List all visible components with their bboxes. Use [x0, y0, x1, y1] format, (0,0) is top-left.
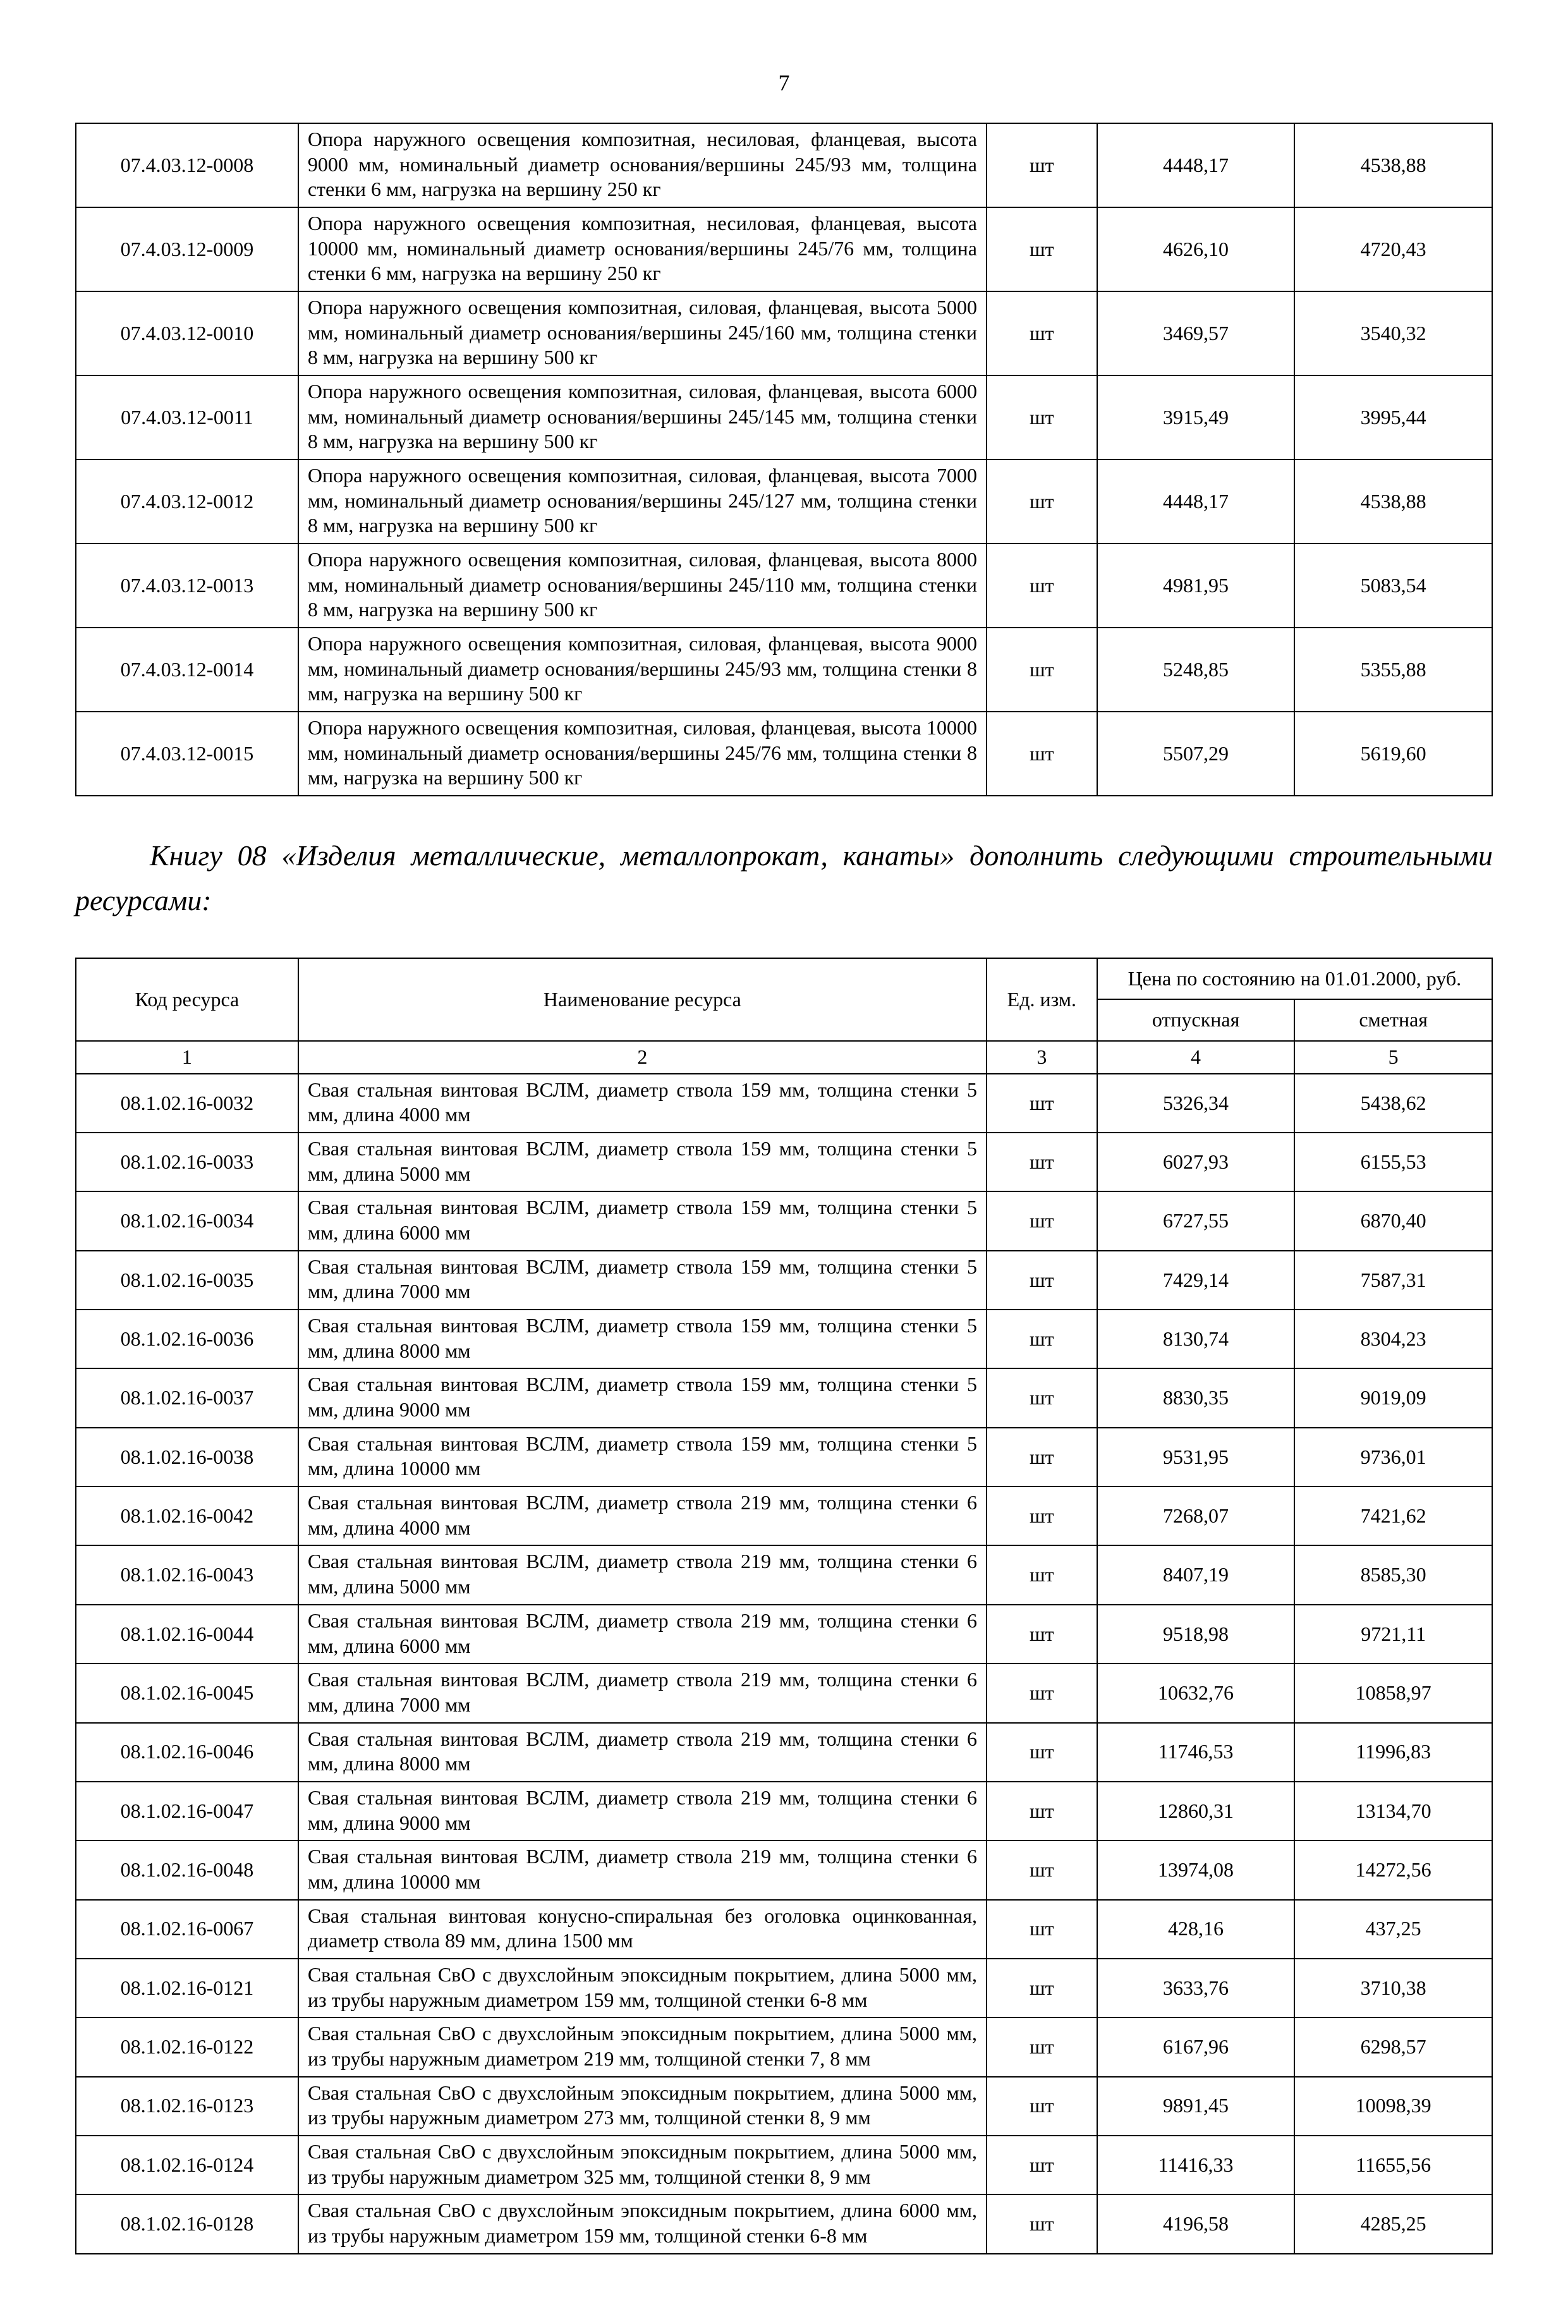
price-estimate-cell: 5083,54: [1294, 544, 1492, 628]
table-lighting-poles: [75, 123, 1493, 796]
unit-cell: шт: [987, 1664, 1097, 1722]
price-estimate-cell: 5355,88: [1294, 628, 1492, 712]
resource-name-cell: Свая стальная винтовая ВСЛМ, диаметр ствола 219 мм, толщина стенки 6 мм, длина 5000 мм: [298, 1545, 987, 1604]
unit-cell: шт: [987, 1959, 1097, 2017]
resource-code-cell: 07.4.03.12-0013: [76, 544, 298, 628]
header-price-release: отпускная: [1097, 999, 1295, 1041]
header-unit: Ед. изм.: [987, 958, 1097, 1041]
column-number-row: [76, 1041, 1492, 1074]
unit-cell: шт: [987, 1782, 1097, 1840]
resource-code-cell: 08.1.02.16-0124: [76, 2136, 298, 2194]
price-estimate-cell: 4720,43: [1294, 207, 1492, 291]
resource-name-cell: Свая стальная винтовая ВСЛМ, диаметр ствола 219 мм, толщина стенки 6 мм, длина 10000 мм: [298, 1840, 987, 1899]
resource-code-cell: 08.1.02.16-0046: [76, 1723, 298, 1782]
unit-cell: шт: [987, 2017, 1097, 2076]
unit-cell: шт: [987, 2136, 1097, 2194]
table-row: [76, 1191, 1492, 1250]
price-release-cell: 3469,57: [1097, 291, 1295, 375]
resource-name-cell: Опора наружного освещения композитная, силовая, фланцевая, высота 10000 мм, номинальный диаметр основания/вершины 245/76 мм, толщина стенки 8 мм, нагрузка на вершину 500 кг: [298, 712, 987, 796]
resource-code-cell: 08.1.02.16-0033: [76, 1133, 298, 1191]
table-row: [76, 291, 1492, 375]
table-row: [76, 1368, 1492, 1427]
column-number: 1: [76, 1041, 298, 1074]
resource-name-cell: Свая стальная винтовая ВСЛМ, диаметр ствола 159 мм, толщина стенки 5 мм, длина 10000 мм: [298, 1428, 987, 1487]
resource-code-cell: 08.1.02.16-0037: [76, 1368, 298, 1427]
resource-name-cell: Свая стальная винтовая ВСЛМ, диаметр ствола 219 мм, толщина стенки 6 мм, длина 7000 мм: [298, 1664, 987, 1722]
resource-name-cell: Свая стальная СвО с двухслойным эпоксидным покрытием, длина 5000 мм, из трубы наружным диаметром 273 мм, толщиной стенки 8, 9 мм: [298, 2077, 987, 2136]
resource-code-cell: 08.1.02.16-0123: [76, 2077, 298, 2136]
resource-code-cell: 08.1.02.16-0032: [76, 1074, 298, 1133]
table-row: [76, 544, 1492, 628]
price-release-cell: 7268,07: [1097, 1487, 1295, 1545]
price-estimate-cell: 11996,83: [1294, 1723, 1492, 1782]
table-row: [76, 1959, 1492, 2017]
resource-name-cell: Свая стальная СвО с двухслойным эпоксидным покрытием, длина 6000 мм, из трубы наружным диаметром 159 мм, толщиной стенки 6-8 мм: [298, 2194, 987, 2253]
unit-cell: шт: [987, 1545, 1097, 1604]
unit-cell: шт: [987, 1310, 1097, 1368]
price-estimate-cell: 10098,39: [1294, 2077, 1492, 2136]
price-release-cell: 6727,55: [1097, 1191, 1295, 1250]
unit-cell: шт: [987, 2077, 1097, 2136]
unit-cell: шт: [987, 544, 1097, 628]
resource-code-cell: 07.4.03.12-0010: [76, 291, 298, 375]
price-release-cell: 8407,19: [1097, 1545, 1295, 1604]
price-estimate-cell: 7587,31: [1294, 1251, 1492, 1310]
resource-code-cell: 08.1.02.16-0122: [76, 2017, 298, 2076]
unit-cell: шт: [987, 1133, 1097, 1191]
table-row: [76, 2017, 1492, 2076]
resource-name-cell: Свая стальная винтовая ВСЛМ, диаметр ствола 159 мм, толщина стенки 5 мм, длина 7000 мм: [298, 1251, 987, 1310]
resource-code-cell: 08.1.02.16-0036: [76, 1310, 298, 1368]
table-row: [76, 712, 1492, 796]
price-estimate-cell: 7421,62: [1294, 1487, 1492, 1545]
book08-intro-paragraph: Книгу 08 «Изделия металлические, металлопрокат, канаты» дополнить следующими строительными ресурсами:: [75, 839, 1493, 917]
price-release-cell: 10632,76: [1097, 1664, 1295, 1722]
resource-name-cell: Опора наружного освещения композитная, силовая, фланцевая, высота 8000 мм, номинальный диаметр основания/вершины 245/110 мм, толщина стенки 8 мм, нагрузка на вершину 500 кг: [298, 544, 987, 628]
resource-code-cell: 07.4.03.12-0009: [76, 207, 298, 291]
resource-name-cell: Свая стальная винтовая ВСЛМ, диаметр ствола 159 мм, толщина стенки 5 мм, длина 8000 мм: [298, 1310, 987, 1368]
table-row: [76, 1310, 1492, 1368]
resource-name-cell: Опора наружного освещения композитная, несиловая, фланцевая, высота 10000 мм, номинальный диаметр основания/вершины 245/76 мм, толщина стенки 6 мм, нагрузка на вершину 250 кг: [298, 207, 987, 291]
table-steel-piles-body: [76, 1074, 1492, 2254]
header-price-group: Цена по состоянию на 01.01.2000, руб.: [1097, 958, 1492, 1000]
price-release-cell: 4448,17: [1097, 459, 1295, 544]
resource-name-cell: Свая стальная СвО с двухслойным эпоксидным покрытием, длина 5000 мм, из трубы наружным диаметром 325 мм, толщиной стенки 8, 9 мм: [298, 2136, 987, 2194]
price-release-cell: 9518,98: [1097, 1605, 1295, 1664]
price-estimate-cell: 8304,23: [1294, 1310, 1492, 1368]
table-row: [76, 1074, 1492, 1133]
resource-code-cell: 08.1.02.16-0034: [76, 1191, 298, 1250]
table-row: [76, 1251, 1492, 1310]
resource-code-cell: 08.1.02.16-0035: [76, 1251, 298, 1310]
price-release-cell: 4196,58: [1097, 2194, 1295, 2253]
table-row: [76, 1605, 1492, 1664]
price-estimate-cell: 10858,97: [1294, 1664, 1492, 1722]
resource-code-cell: 08.1.02.16-0042: [76, 1487, 298, 1545]
price-release-cell: 428,16: [1097, 1900, 1295, 1959]
table-row: [76, 1545, 1492, 1604]
table-row: [76, 1428, 1492, 1487]
price-estimate-cell: 13134,70: [1294, 1782, 1492, 1840]
table-row: [76, 123, 1492, 207]
price-release-cell: 13974,08: [1097, 1840, 1295, 1899]
price-estimate-cell: 4538,88: [1294, 123, 1492, 207]
resource-name-cell: Свая стальная винтовая конусно-спиральная без оголовка оцинкованная, диаметр ствола 89 мм, длина 1500 мм: [298, 1900, 987, 1959]
table-row: [76, 1900, 1492, 1959]
price-estimate-cell: 9019,09: [1294, 1368, 1492, 1427]
unit-cell: шт: [987, 1428, 1097, 1487]
price-release-cell: 4981,95: [1097, 544, 1295, 628]
resource-name-cell: Свая стальная винтовая ВСЛМ, диаметр ствола 159 мм, толщина стенки 5 мм, длина 4000 мм: [298, 1074, 987, 1133]
resource-name-cell: Свая стальная СвО с двухслойным эпоксидным покрытием, длина 5000 мм, из трубы наружным диаметром 159 мм, толщиной стенки 6-8 мм: [298, 1959, 987, 2017]
unit-cell: шт: [987, 1191, 1097, 1250]
price-estimate-cell: 9721,11: [1294, 1605, 1492, 1664]
resource-code-cell: 08.1.02.16-0047: [76, 1782, 298, 1840]
unit-cell: шт: [987, 1074, 1097, 1133]
price-release-cell: 5248,85: [1097, 628, 1295, 712]
price-release-cell: 11746,53: [1097, 1723, 1295, 1782]
unit-cell: шт: [987, 291, 1097, 375]
price-release-cell: 9531,95: [1097, 1428, 1295, 1487]
price-release-cell: 5326,34: [1097, 1074, 1295, 1133]
price-release-cell: 4448,17: [1097, 123, 1295, 207]
resource-code-cell: 07.4.03.12-0012: [76, 459, 298, 544]
table-lighting-poles-body: [76, 123, 1492, 796]
price-release-cell: 3915,49: [1097, 375, 1295, 459]
price-release-cell: 5507,29: [1097, 712, 1295, 796]
header-resource-code: Код ресурса: [76, 958, 298, 1041]
table-steel-piles: [75, 958, 1493, 2254]
resource-code-cell: 08.1.02.16-0048: [76, 1840, 298, 1899]
unit-cell: шт: [987, 2194, 1097, 2253]
resource-name-cell: Свая стальная винтовая ВСЛМ, диаметр ствола 159 мм, толщина стенки 5 мм, длина 5000 мм: [298, 1133, 987, 1191]
price-estimate-cell: 6155,53: [1294, 1133, 1492, 1191]
resource-code-cell: 08.1.02.16-0043: [76, 1545, 298, 1604]
table-row: [76, 1782, 1492, 1840]
unit-cell: шт: [987, 123, 1097, 207]
price-release-cell: 8830,35: [1097, 1368, 1295, 1427]
unit-cell: шт: [987, 207, 1097, 291]
price-estimate-cell: 8585,30: [1294, 1545, 1492, 1604]
resource-name-cell: Опора наружного освещения композитная, силовая, фланцевая, высота 9000 мм, номинальный диаметр основания/вершины 245/93 мм, толщина стенки 8 мм, нагрузка на вершину 500 кг: [298, 628, 987, 712]
resource-code-cell: 08.1.02.16-0067: [76, 1900, 298, 1959]
unit-cell: шт: [987, 1368, 1097, 1427]
resource-name-cell: Опора наружного освещения композитная, силовая, фланцевая, высота 5000 мм, номинальный диаметр основания/вершины 245/160 мм, толщина стенки 8 мм, нагрузка на вершину 500 кг: [298, 291, 987, 375]
table-row: [76, 2077, 1492, 2136]
table-row: [76, 2194, 1492, 2253]
price-release-cell: 9891,45: [1097, 2077, 1295, 2136]
resource-name-cell: Свая стальная винтовая ВСЛМ, диаметр ствола 159 мм, толщина стенки 5 мм, длина 6000 мм: [298, 1191, 987, 1250]
resource-name-cell: Опора наружного освещения композитная, несиловая, фланцевая, высота 9000 мм, номинальный диаметр основания/вершины 245/93 мм, толщина стенки 6 мм, нагрузка на вершину 250 кг: [298, 123, 987, 207]
price-release-cell: 6167,96: [1097, 2017, 1295, 2076]
resource-name-cell: Свая стальная винтовая ВСЛМ, диаметр ствола 219 мм, толщина стенки 6 мм, длина 9000 мм: [298, 1782, 987, 1840]
resource-code-cell: 07.4.03.12-0008: [76, 123, 298, 207]
table-row: [76, 2136, 1492, 2194]
column-number: 4: [1097, 1041, 1295, 1074]
table-row: [76, 1664, 1492, 1722]
resource-code-cell: 07.4.03.12-0015: [76, 712, 298, 796]
price-release-cell: 11416,33: [1097, 2136, 1295, 2194]
resource-code-cell: 08.1.02.16-0045: [76, 1664, 298, 1722]
resource-name-cell: Свая стальная винтовая ВСЛМ, диаметр ствола 219 мм, толщина стенки 6 мм, длина 4000 мм: [298, 1487, 987, 1545]
unit-cell: шт: [987, 1900, 1097, 1959]
unit-cell: шт: [987, 1723, 1097, 1782]
unit-cell: шт: [987, 1251, 1097, 1310]
table-row: [76, 459, 1492, 544]
unit-cell: шт: [987, 459, 1097, 544]
table-row: [76, 628, 1492, 712]
unit-cell: шт: [987, 628, 1097, 712]
price-estimate-cell: 437,25: [1294, 1900, 1492, 1959]
price-estimate-cell: 4538,88: [1294, 459, 1492, 544]
price-estimate-cell: 6870,40: [1294, 1191, 1492, 1250]
resource-name-cell: Свая стальная СвО с двухслойным эпоксидным покрытием, длина 5000 мм, из трубы наружным диаметром 219 мм, толщиной стенки 7, 8 мм: [298, 2017, 987, 2076]
price-estimate-cell: 9736,01: [1294, 1428, 1492, 1487]
unit-cell: шт: [987, 1840, 1097, 1899]
table-row: [76, 375, 1492, 459]
price-estimate-cell: 11655,56: [1294, 2136, 1492, 2194]
price-release-cell: 3633,76: [1097, 1959, 1295, 2017]
table-row: [76, 1487, 1492, 1545]
unit-cell: шт: [987, 1605, 1097, 1664]
column-number: 3: [987, 1041, 1097, 1074]
table-row: [76, 1133, 1492, 1191]
price-estimate-cell: 3995,44: [1294, 375, 1492, 459]
price-estimate-cell: 5619,60: [1294, 712, 1492, 796]
resource-name-cell: Опора наружного освещения композитная, силовая, фланцевая, высота 6000 мм, номинальный диаметр основания/вершины 245/145 мм, толщина стенки 8 мм, нагрузка на вершину 500 кг: [298, 375, 987, 459]
price-estimate-cell: 3540,32: [1294, 291, 1492, 375]
header-resource-name: Наименование ресурса: [298, 958, 987, 1041]
resource-code-cell: 08.1.02.16-0038: [76, 1428, 298, 1487]
resource-name-cell: Опора наружного освещения композитная, силовая, фланцевая, высота 7000 мм, номинальный диаметр основания/вершины 245/127 мм, толщина стенки 8 мм, нагрузка на вершину 500 кг: [298, 459, 987, 544]
table-row: [76, 207, 1492, 291]
unit-cell: шт: [987, 1487, 1097, 1545]
price-estimate-cell: 4285,25: [1294, 2194, 1492, 2253]
unit-cell: шт: [987, 712, 1097, 796]
resource-name-cell: Свая стальная винтовая ВСЛМ, диаметр ствола 219 мм, толщина стенки 6 мм, длина 8000 мм: [298, 1723, 987, 1782]
header-price-estimate: сметная: [1294, 999, 1492, 1041]
resource-name-cell: Свая стальная винтовая ВСЛМ, диаметр ствола 159 мм, толщина стенки 5 мм, длина 9000 мм: [298, 1368, 987, 1427]
price-estimate-cell: 5438,62: [1294, 1074, 1492, 1133]
price-release-cell: 4626,10: [1097, 207, 1295, 291]
resource-code-cell: 08.1.02.16-0044: [76, 1605, 298, 1664]
price-release-cell: 6027,93: [1097, 1133, 1295, 1191]
table-steel-piles-header: [76, 958, 1492, 1074]
price-release-cell: 8130,74: [1097, 1310, 1295, 1368]
column-number: 5: [1294, 1041, 1492, 1074]
table-row: [76, 1840, 1492, 1899]
unit-cell: шт: [987, 375, 1097, 459]
resource-code-cell: 07.4.03.12-0011: [76, 375, 298, 459]
column-number: 2: [298, 1041, 987, 1074]
resource-code-cell: 08.1.02.16-0121: [76, 1959, 298, 2017]
price-estimate-cell: 3710,38: [1294, 1959, 1492, 2017]
resource-name-cell: Свая стальная винтовая ВСЛМ, диаметр ствола 219 мм, толщина стенки 6 мм, длина 6000 мм: [298, 1605, 987, 1664]
price-release-cell: 12860,31: [1097, 1782, 1295, 1840]
price-release-cell: 7429,14: [1097, 1251, 1295, 1310]
price-estimate-cell: 14272,56: [1294, 1840, 1492, 1899]
table-row: [76, 1723, 1492, 1782]
resource-code-cell: 08.1.02.16-0128: [76, 2194, 298, 2253]
price-estimate-cell: 6298,57: [1294, 2017, 1492, 2076]
resource-code-cell: 07.4.03.12-0014: [76, 628, 298, 712]
page-number: 7: [778, 70, 790, 95]
